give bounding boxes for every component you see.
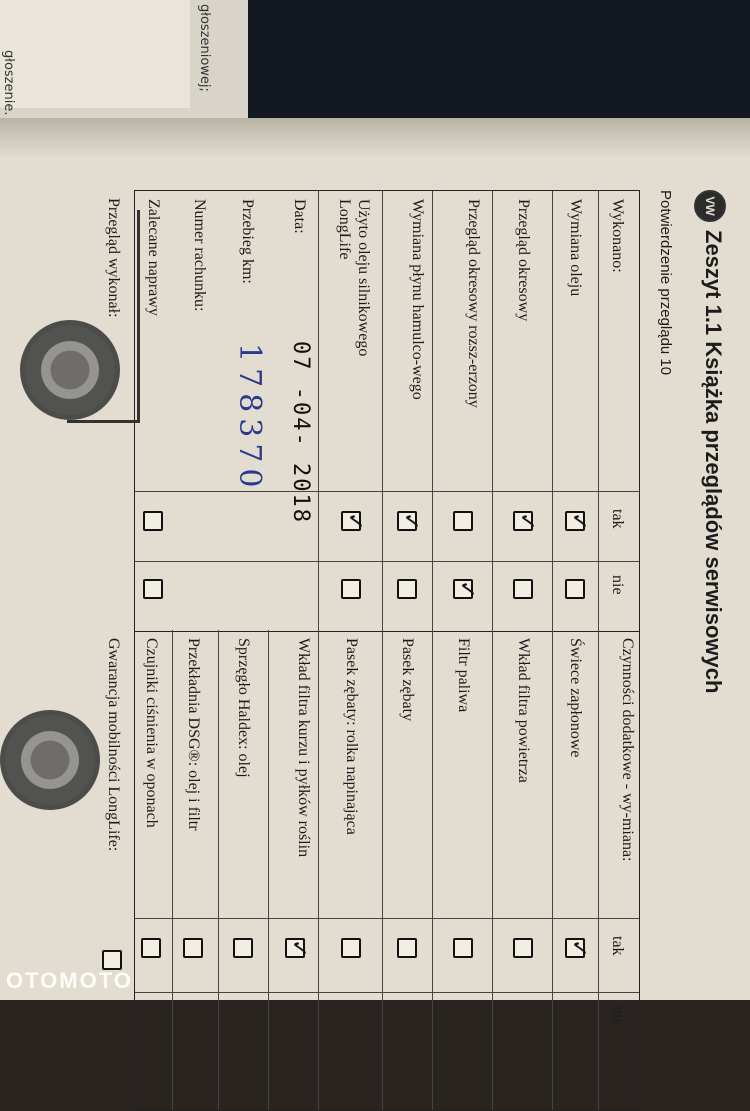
checkbox-pollen-filter-yes[interactable] <box>285 938 311 958</box>
work-done-header: Wykonano: <box>609 199 626 273</box>
col-yes-header: tak <box>609 509 626 529</box>
col-no-header: nie <box>609 575 626 595</box>
slip-text-2: głoszenie. <box>1 50 16 116</box>
checkbox-repairs-no[interactable] <box>143 579 163 599</box>
checkbox-periodic-inspection-no[interactable] <box>513 579 533 599</box>
check-mark-icon: ✓ <box>566 512 591 531</box>
row-label-brake-fluid: Wymiana płynu hamulco-wego <box>409 199 426 400</box>
row-label-haldex: Sprzęgło Haldex: olej <box>235 638 252 778</box>
row-label-spark-plugs: Świece zapłonowe <box>567 638 584 758</box>
invoice-number-label: Numer rachunku: <box>191 199 208 312</box>
mobility-guarantee-label: Gwarancja mobilności LongLife: <box>105 638 122 852</box>
row-label-pollen-filter: Wkład filtra kurzu i pyłków roślin <box>295 638 312 858</box>
row-label-air-filter: Wkład filtra powietrza <box>515 638 532 783</box>
row-label-timing-belt: Pasek zębaty <box>399 638 416 722</box>
dealer-stamp-icon-2 <box>0 710 100 810</box>
slip-text-1: głoszeniowej; <box>197 4 212 92</box>
additional-work-table <box>134 630 640 1111</box>
check-mark-icon: ✓ <box>286 939 311 958</box>
row-label-fuel-filter: Filtr paliwa <box>455 638 472 713</box>
check-mark-icon: ✓ <box>454 580 479 599</box>
checkbox-dsg-yes[interactable] <box>183 938 203 958</box>
check-mark-icon: ✓ <box>398 512 423 531</box>
page-subtitle: Potwierdzenie przeglądu 10 <box>657 190 674 376</box>
check-mark-icon: ✓ <box>566 939 591 958</box>
checkbox-periodic-inspection-yes[interactable] <box>513 511 539 531</box>
row-label-tensioner: Pasek zębaty: rolka napinająca <box>343 638 360 835</box>
additional-work-header: Czynności dodatkowe - wy-miana: <box>619 638 636 862</box>
check-mark-icon: ✓ <box>514 512 539 531</box>
row-label-longlife-oil: Użyto oleju silnikowego LongLife <box>336 199 372 357</box>
checkbox-oil-change-yes[interactable] <box>565 511 591 531</box>
checkbox-brake-fluid-yes[interactable] <box>397 511 423 531</box>
checkbox-extended-inspection-yes[interactable] <box>453 511 473 531</box>
checkbox-repairs-yes[interactable] <box>143 511 163 531</box>
check-mark-icon: ✓ <box>342 512 367 531</box>
col-yes-header-right: tak <box>609 936 626 956</box>
row-label-dsg: Przekładnia DSG®: olej i filtr <box>185 638 202 831</box>
checkbox-oil-change-no[interactable] <box>565 579 585 599</box>
checkbox-air-filter-yes[interactable] <box>513 938 533 958</box>
performed-by-label: Przegląd wykonał: <box>105 198 122 318</box>
checkbox-haldex-yes[interactable] <box>233 938 253 958</box>
checkbox-fuel-filter-yes[interactable] <box>453 938 473 958</box>
checkbox-extended-inspection-no[interactable] <box>453 579 479 599</box>
row-label-oil-change: Wymiana oleju <box>567 199 584 297</box>
checkbox-timing-belt-yes[interactable] <box>397 938 417 958</box>
checkbox-brake-fluid-no[interactable] <box>397 579 417 599</box>
checkbox-tensioner-yes[interactable] <box>341 938 361 958</box>
service-confirmation-sheet <box>20 150 740 1026</box>
vw-logo-icon: VW <box>694 190 726 222</box>
date-stamp: 07 -04- 2018 <box>288 341 313 524</box>
work-done-table <box>134 190 640 632</box>
checkbox-mobility-guarantee-yes[interactable] <box>102 950 122 970</box>
mileage-value: 178370 <box>232 343 267 494</box>
page-title: Zeszyt 1.1 Książka przeglądów serwisowych <box>701 230 726 694</box>
row-label-tyre-sensors: Czujniki ciśnienia w oponach <box>143 638 160 828</box>
mileage-label: Przebieg km: <box>239 199 256 284</box>
stamp-frame <box>67 210 140 423</box>
checkbox-longlife-oil-no[interactable] <box>341 579 361 599</box>
row-label-periodic-inspection: Przegląd okresowy <box>515 199 532 322</box>
paper-slip <box>0 0 212 116</box>
otomoto-watermark: OTOMOTO <box>6 968 133 993</box>
row-label-extended-inspection: Przegląd okresowy rozsz-erzony <box>465 199 482 408</box>
col-no-header-right: nie <box>609 1006 626 1026</box>
recommended-repairs-label: Zalecane naprawy <box>145 199 162 316</box>
checkbox-longlife-oil-yes[interactable] <box>341 511 367 531</box>
date-label: Data: <box>291 199 308 234</box>
checkbox-spark-plugs-yes[interactable] <box>565 938 591 958</box>
checkbox-tyre-sensors-yes[interactable] <box>141 938 161 958</box>
